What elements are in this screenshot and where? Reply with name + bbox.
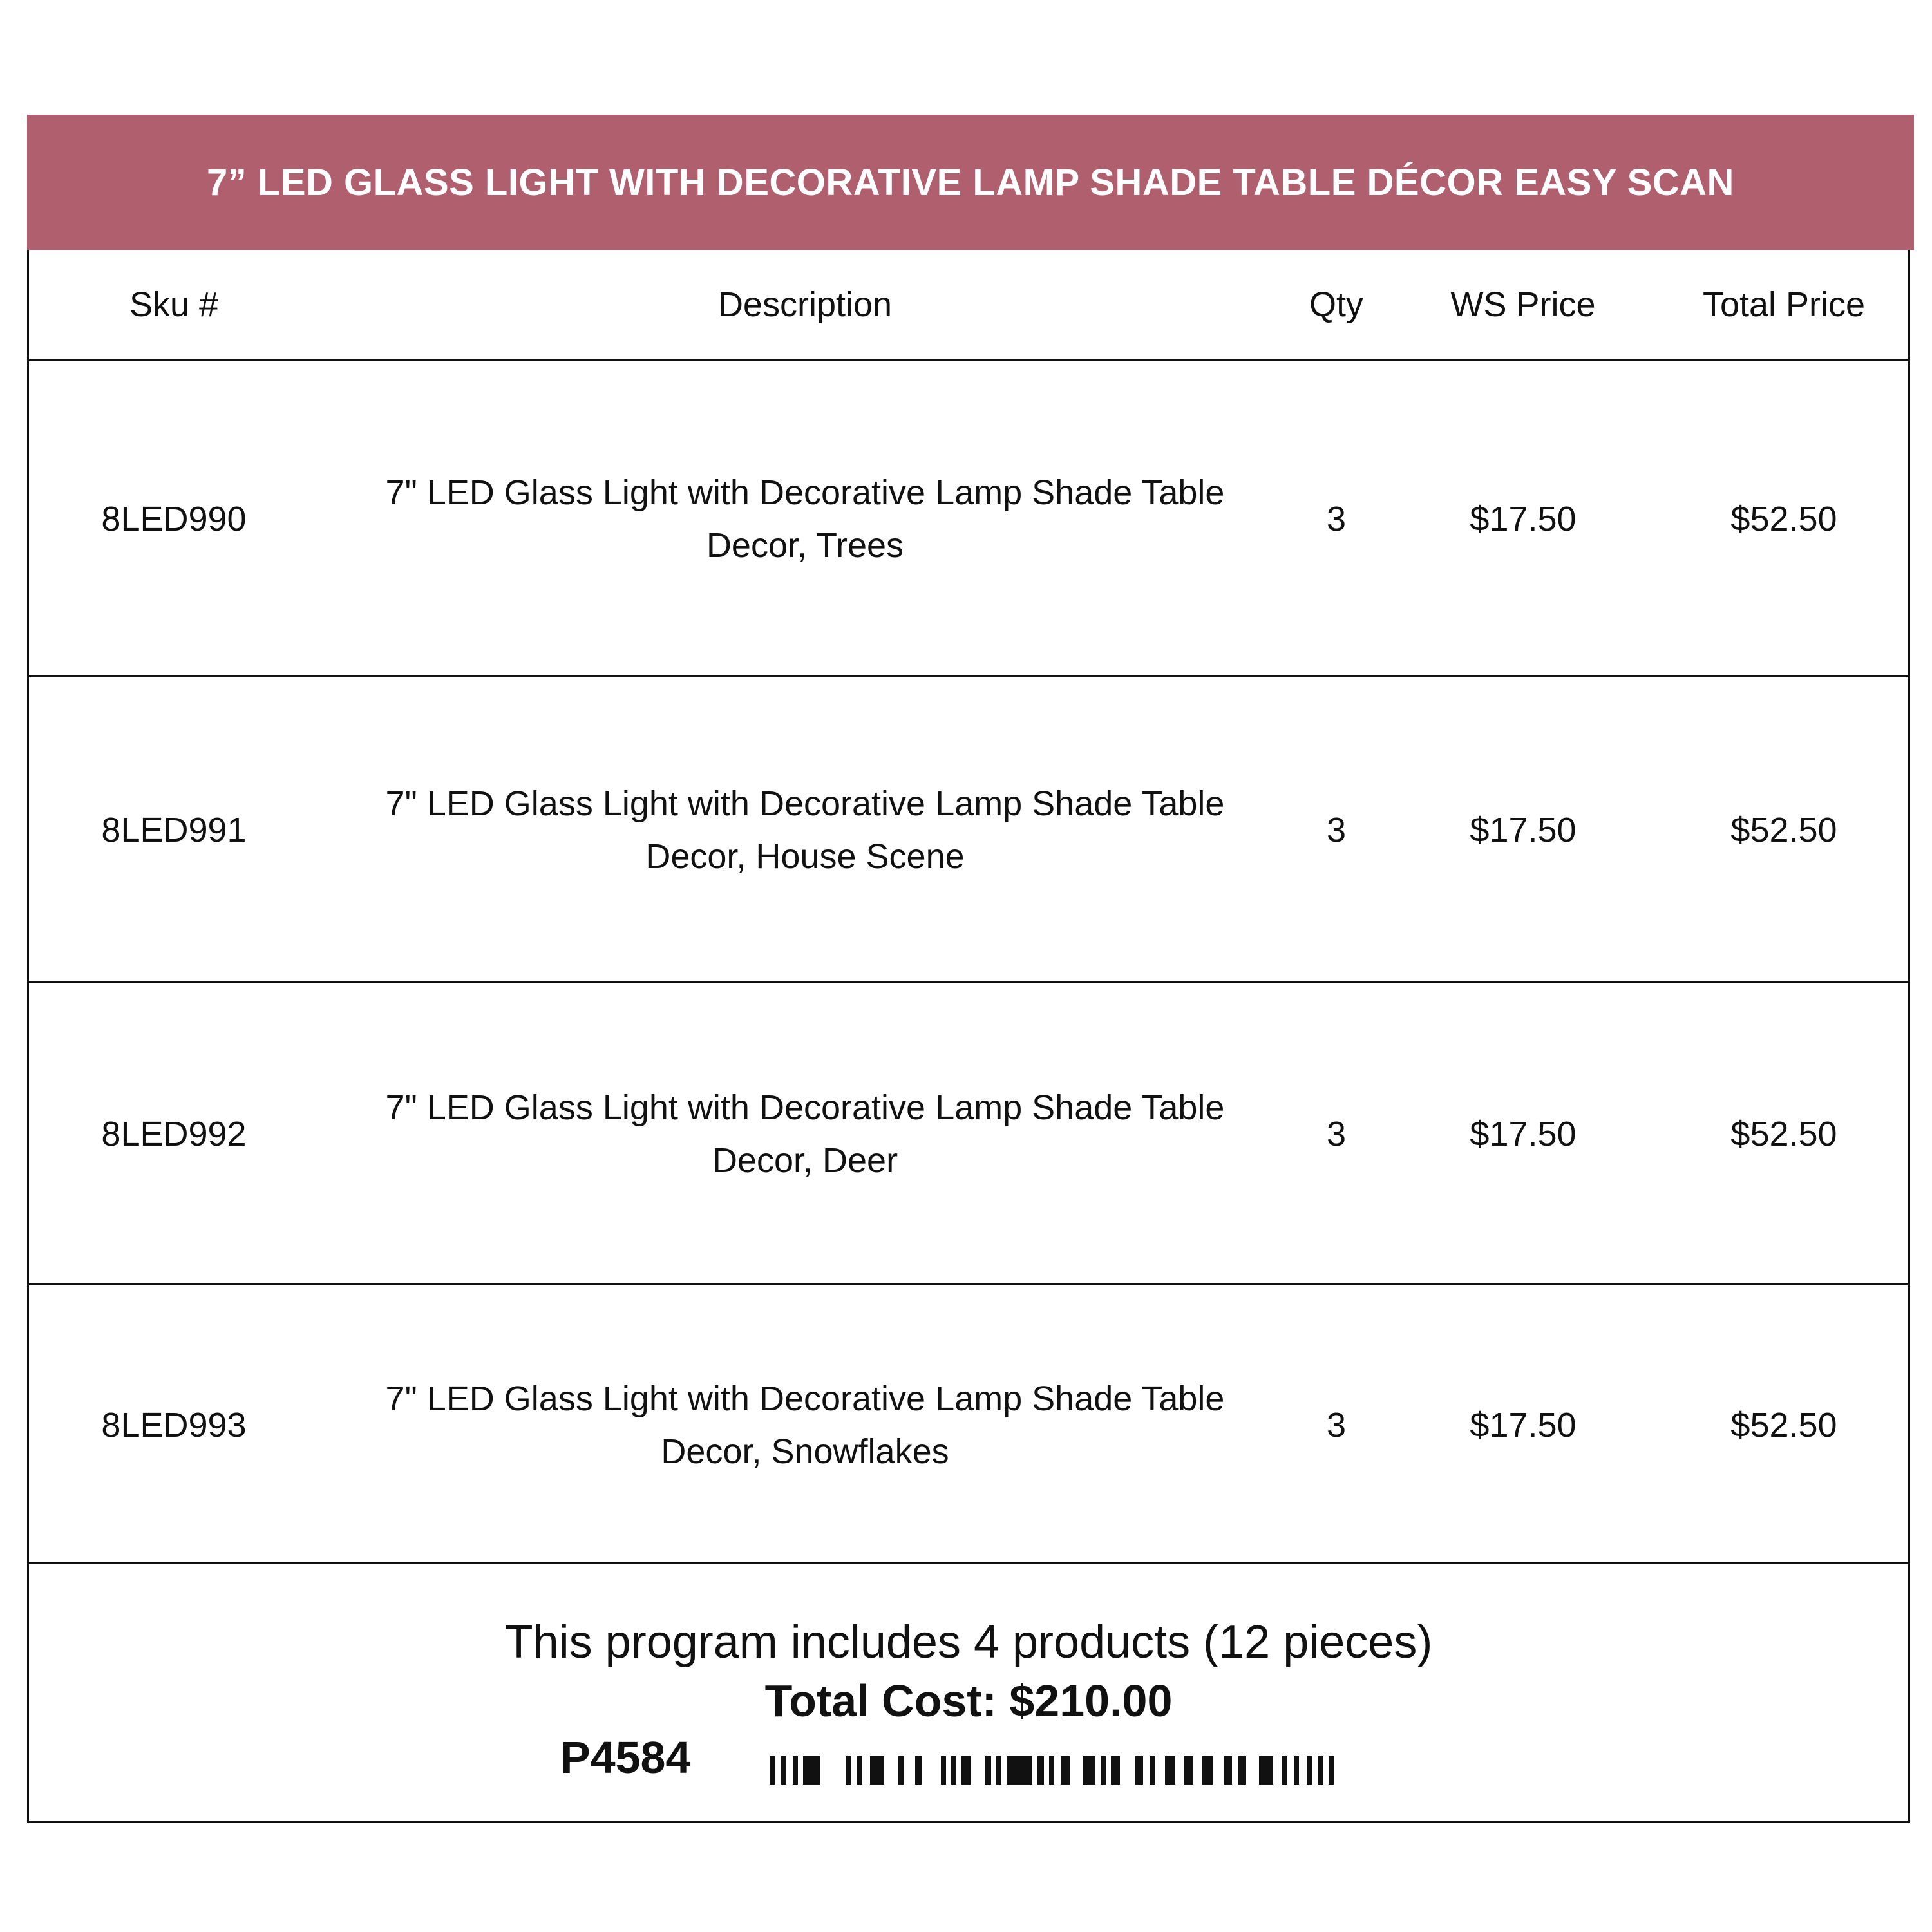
program-code: P4584 bbox=[560, 1732, 691, 1783]
qty-cell: 3 bbox=[1326, 1405, 1347, 1444]
description-line: 7" LED Glass Light with Decorative Lamp Shade Table bbox=[385, 784, 1225, 823]
description-cell bbox=[364, 1372, 1246, 1478]
table-row bbox=[29, 675, 1908, 983]
description-line: Decor, Deer bbox=[712, 1141, 898, 1180]
total-price-cell: $52.50 bbox=[1730, 1115, 1837, 1153]
sku-cell: 8LED993 bbox=[101, 1405, 247, 1444]
description-line: Decor, House Scene bbox=[645, 837, 965, 876]
sku-cell: 8LED990 bbox=[101, 500, 247, 538]
header-sku: Sku # bbox=[129, 285, 219, 324]
total-cost: Total Cost: $210.00 bbox=[764, 1676, 1173, 1726]
table-row bbox=[29, 981, 1908, 1285]
ws-price-cell: $17.50 bbox=[1470, 810, 1577, 849]
ws-price-cell: $17.50 bbox=[1470, 1115, 1577, 1153]
summary-text: This program includes 4 products (12 pieces) bbox=[504, 1616, 1433, 1668]
qty-cell: 3 bbox=[1326, 500, 1347, 538]
description-line: 7" LED Glass Light with Decorative Lamp Shade Table bbox=[385, 1379, 1225, 1418]
description-line: 7" LED Glass Light with Decorative Lamp Shade Table bbox=[385, 473, 1225, 512]
total-price-cell: $52.50 bbox=[1730, 500, 1837, 538]
total-price-cell: $52.50 bbox=[1730, 810, 1837, 849]
header-total-price: Total Price bbox=[1702, 285, 1866, 324]
page-title: 7” LED GLASS LIGHT WITH DECORATIVE LAMP SHADE TABLE DÉCOR EASY SCAN bbox=[207, 161, 1734, 204]
description-cell bbox=[364, 777, 1246, 883]
description-line: 7" LED Glass Light with Decorative Lamp Shade Table bbox=[385, 1088, 1225, 1127]
header-ws-price: WS Price bbox=[1450, 285, 1596, 324]
title-banner bbox=[27, 115, 1914, 250]
description-line: Decor, Trees bbox=[706, 526, 904, 565]
description-cell bbox=[364, 466, 1246, 572]
header-qty: Qty bbox=[1309, 285, 1363, 324]
table-row bbox=[29, 1283, 1908, 1564]
barcode-icon bbox=[770, 1756, 1336, 1785]
table-header-row bbox=[29, 250, 1908, 359]
ws-price-cell: $17.50 bbox=[1470, 1405, 1577, 1444]
total-price-cell: $52.50 bbox=[1730, 1405, 1837, 1444]
qty-cell: 3 bbox=[1326, 1115, 1347, 1153]
ws-price-cell: $17.50 bbox=[1470, 500, 1577, 538]
header-description: Description bbox=[717, 285, 893, 324]
table-row bbox=[29, 359, 1908, 677]
sku-cell: 8LED991 bbox=[101, 810, 247, 849]
description-cell bbox=[364, 1081, 1246, 1187]
program-summary bbox=[29, 1562, 1908, 1824]
description-line: Decor, Snowflakes bbox=[661, 1432, 949, 1471]
program-sheet bbox=[27, 115, 1910, 1823]
sku-cell: 8LED992 bbox=[101, 1115, 247, 1153]
qty-cell: 3 bbox=[1326, 810, 1347, 849]
